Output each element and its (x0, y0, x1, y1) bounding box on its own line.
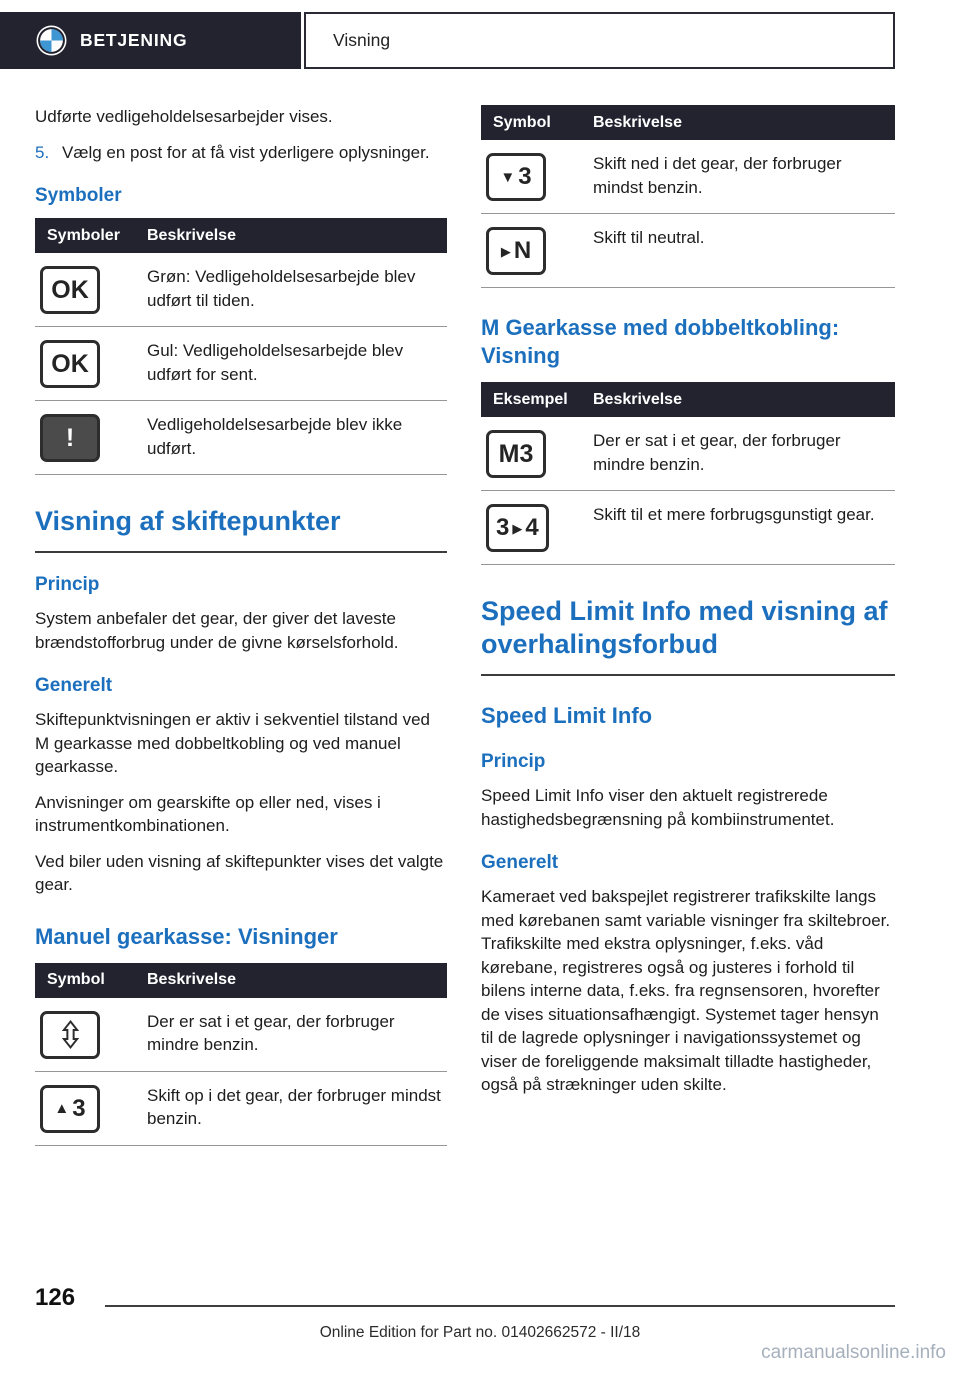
table-header (481, 382, 895, 417)
symbol-description: Skift ned i det gear, der forbruger mindst benzin. (593, 154, 842, 197)
symbol-cell (35, 1084, 147, 1133)
generelt-text: Kameraet ved bakspejlet registrerer trafikskilte langs med kørebanen samt variable visninger fra skiltebroer. Trafikskilte med ekstra oplysninger, f.eks. våd kørebane, registreres også og justeres i forhold til bilens interne data, f.eks. fra regnsensoren, hvorefter de vises situationsafhængigt. Systemet tager hensyn til de lagrede oplysninger i navigationssystemet og viser de foreliggende maksimalt tilladte hastigheder, også på strækninger uden skilte. (481, 887, 891, 1094)
generelt-paragraph: Anvisninger om gearskifte op eller ned, vises i instrumentkombinationen. (35, 792, 381, 835)
right-arrow-glyph: ▶ (500, 243, 511, 259)
symbol-cell (35, 413, 147, 462)
symbol-cell (481, 226, 593, 275)
symbol-cell (35, 265, 147, 314)
up-arrow-glyph: ▲ (54, 1100, 70, 1117)
watermark-text: carmanualsonline.info (761, 1342, 946, 1363)
m-gearbox-table (481, 382, 895, 565)
down-arrow-glyph: ▼ (500, 168, 516, 186)
table-row (481, 214, 895, 288)
step-number: 5. (35, 142, 50, 162)
table-row (35, 327, 447, 401)
symbol-cell (481, 503, 593, 552)
footer-rule (105, 1305, 895, 1307)
exclamation-glyph: ! (65, 423, 75, 452)
shiftpoint-heading: Visning af skiftepunkter (35, 505, 447, 553)
table-row (35, 253, 447, 327)
chapter-label: Visning (333, 30, 391, 50)
ok-glyph: OK (51, 349, 89, 378)
symbol-description: Der er sat i et gear, der forbruger mindre benzin. (593, 431, 841, 474)
speed-limit-info-subheading: Speed Limit Info (481, 703, 653, 728)
princip-heading: Princip (35, 574, 100, 595)
gear-number: 3 (72, 1094, 86, 1122)
intro-text: Udførte vedligeholdelsesarbejder vises. (35, 107, 333, 126)
step-text: Vælg en post for at få vist yderligere oplysninger. (62, 142, 430, 162)
gear-letter: N (513, 237, 532, 264)
neutral-gear-icon (486, 227, 546, 275)
column-header-symbol: Symbol (47, 971, 105, 988)
column-header-example: Eksempel (493, 390, 568, 408)
symbols-table (35, 218, 447, 475)
section-banner (0, 12, 301, 69)
manual-gearbox-table (35, 963, 447, 1146)
symbol-cell (481, 429, 593, 478)
princip-text: Speed Limit Info viser den aktuelt registrerede hastighedsbegrænsning på kombiinstrumentet. (481, 786, 835, 829)
generelt-heading: Generelt (481, 852, 559, 873)
m-gearbox-heading: M Gearkasse med dobbeltkobling: Visning (481, 315, 840, 368)
up-down-arrow-icon (40, 1011, 100, 1059)
column-header-description: Beskrivelse (147, 226, 236, 244)
exclamation-icon (40, 414, 100, 462)
symbol-description: Gul: Vedligeholdelsesarbejde blev udført for sent. (147, 341, 404, 384)
page-content (0, 105, 960, 1160)
symbol-description: Skift til et mere forbrugsgunstigt gear. (593, 505, 875, 524)
symbols-heading: Symboler (35, 185, 122, 206)
manual-gearbox-heading: Manuel gearkasse: Visninger (35, 923, 338, 949)
table-header (35, 218, 447, 253)
symbol-description: Grøn: Vedligeholdelsesarbejde blev udført til tiden. (147, 267, 416, 310)
table-row (481, 417, 895, 491)
page-header (0, 12, 960, 69)
table-row (35, 1072, 447, 1146)
generelt-heading: Generelt (35, 675, 113, 696)
symbol-cell (481, 152, 593, 201)
symbol-description: Vedligeholdelsesarbejde blev ikke udført. (147, 415, 403, 458)
gear-number-to: 4 (525, 514, 539, 541)
table-row (35, 998, 447, 1072)
shift-up-gear-icon (40, 1085, 100, 1133)
princip-heading: Princip (481, 751, 546, 772)
right-arrow-glyph: ▶ (512, 520, 523, 536)
left-column (35, 105, 447, 1160)
edition-line: Online Edition for Part no. 01402662572 - II/18 (319, 1324, 641, 1341)
column-header-description: Beskrivelse (147, 971, 236, 988)
column-header-symbol: Symbol (493, 113, 551, 131)
speed-limit-heading: Speed Limit Info med visning af overhalingsforbud (481, 595, 895, 676)
ok-badge-icon (40, 340, 100, 388)
table-row (35, 401, 447, 475)
m3-gear-icon (486, 430, 546, 478)
symbol-description: Der er sat i et gear, der forbruger mindre benzin. (147, 1011, 395, 1054)
column-header-description: Beskrivelse (593, 390, 682, 408)
column-header-description: Beskrivelse (593, 113, 682, 131)
section-label: BETJENING (80, 30, 188, 50)
symbol-description: Skift til neutral. (593, 228, 705, 247)
symbol-cell (35, 1010, 147, 1059)
up-down-arrow-glyph (62, 1019, 79, 1050)
generelt-paragraph: Ved biler uden visning af skiftepunkter vises det valgte gear. (35, 851, 444, 894)
shift-3-to-4-icon (486, 504, 549, 552)
table-header (35, 963, 447, 998)
column-header-symbol: Symboler (47, 226, 120, 244)
symbol-cell (35, 339, 147, 388)
page-number: 126 (35, 1284, 76, 1311)
gear-number: 3 (518, 163, 532, 190)
m3-glyph: M3 (498, 439, 534, 468)
table-row (481, 140, 895, 214)
right-column (481, 105, 895, 1160)
symbol-description: Skift op i det gear, der forbruger mindst benzin. (147, 1085, 441, 1128)
table-header (481, 105, 895, 140)
bmw-logo-icon (36, 25, 67, 56)
gear-number-from: 3 (496, 514, 510, 541)
manual-gearbox-table-continued (481, 105, 895, 288)
shift-down-gear-icon (486, 153, 546, 201)
ok-glyph: OK (51, 275, 89, 304)
princip-text: System anbefaler det gear, der giver det laveste brændstofforbrug under de givne kørselsforhold. (35, 609, 399, 652)
generelt-paragraph: Skiftepunktvisningen er aktiv i sekventiel tilstand ved M gearkasse med dobbeltkobling og ved manuel gearkasse. (35, 710, 430, 776)
numbered-step (35, 141, 447, 165)
ok-badge-icon (40, 266, 100, 314)
chapter-box (304, 12, 895, 69)
manual-page (0, 12, 960, 1363)
table-row (481, 491, 895, 565)
